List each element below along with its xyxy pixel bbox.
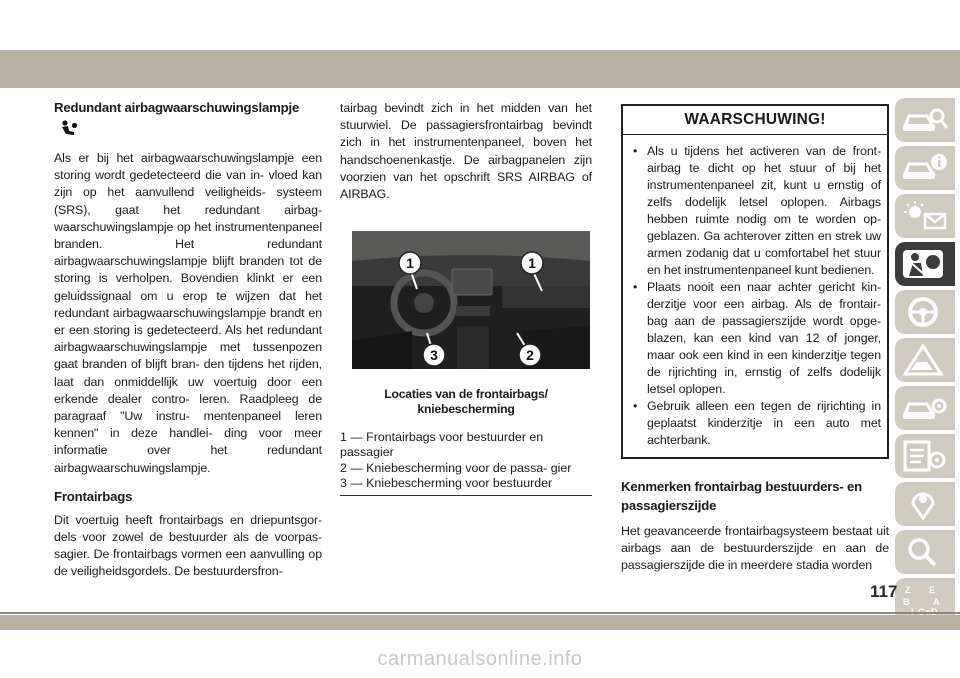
legend-item: 2 — Kniebescherming voor de passa- gier [340,460,572,475]
callout-1-driver [399,252,421,274]
tab-chapter-2[interactable] [895,146,955,190]
column-right [621,104,889,574]
figure-caption: Locaties van de frontairbags/ kniebescherming [384,387,548,417]
section-heading-redundant: Redundant airbagwaarschuwingslampje [54,100,300,115]
map-pin-icon [901,488,949,520]
footer-rule [0,612,960,614]
watermark: carmanualsonline.info [377,648,583,670]
tab-chapter-3[interactable] [895,194,955,238]
callout-2 [519,344,541,366]
top-margin [0,0,960,50]
dashboard-photo [352,231,590,369]
warning-item [633,398,881,449]
paragraph-redundant: Als er bij het airbagwaarschuwingslampje een storing wordt gedetecteerd die van in- vloed kan zijn op het aanvullend veiligheids- systeem (SRS), gaat het redundant airbag- waarschuwingslampje op het instrumentenpaneel branden. Het redundant airbagwaarschuwingslampje blijft branden tot de storing is verholpen. Bovendien klinkt er een geluidssignaal om u erop te wijzen dat het redundant airbagwaarschuwingslampje brandt en er een storing is gedetecteerd. Als het redundant airbagwaarschuwingslampje met tussenpozen gaat branden of blijft bran- den tijdens het rijden, laat dan onmiddellijk uw voertuig door een erkende dealer contro- leren. Raadpleeg de paragraaf "Uw instru- mentenpaneel leren kennen" in deze handlei- ding voor meer informatie over het redundant airbagwaarschuwingslampje. [54,151,322,475]
warning-item [633,279,881,398]
tab-chapter-4-active[interactable] [895,242,955,286]
steering-wheel-icon [901,296,949,328]
legend-item: 3 — Kniebescherming voor bestuurder [340,475,553,490]
warning-title: WAARSCHUWING! [623,106,887,135]
tab-chapter-7[interactable] [895,386,955,430]
search-icon [901,536,949,568]
callout-layer [352,231,590,369]
bullet: • [633,399,638,413]
checklist-gear-icon [901,440,949,472]
car-service-icon [901,392,949,424]
header-bar [0,50,960,88]
paragraph-frontairbags: Dit voertuig heeft frontairbags en driepuntsgor- dels voor zowel de bestuurder als de voorpas- sagier. De frontairbags vormen een aanvulling op de veiligheidsgordels. De bestuurdersfron- [54,512,322,579]
tab-chapter-6[interactable] [895,338,955,382]
legend-item: 1 — Frontairbags voor bestuurder en passagier [340,430,544,460]
warning-text: Als u tijdens het activeren van de front- airbag te dicht op het stuur of bij het instrumentenpaneel zit, kunt u ernstig of zelfs dodelijk letsel oplopen. Airbags hebben ruimte nodig om te worden op- geblazen. Ga achterover zitten en strek uw armen zodanig dat u comfortabel het stuur en het instrumentenpaneel kunt bedienen. [647,144,881,277]
warning-text: Plaats nooit een naar achter gericht kin- derzitje voor een airbag. Als de frontair- bag aan de passagierszijde wordt opge- blazen, kan een kind van 12 of jonger, maar ook een kind in een kinderzitje tegen de rijrichting in, ernstig of zelfs dodelijk letsel oplopen. [647,280,881,396]
warning-box [621,104,889,459]
section-heading-frontairbags: Frontairbags [54,488,133,504]
svg-text:2: 2 [526,347,534,364]
figure-legend [340,430,592,491]
airbag-warning-icon [60,120,78,136]
warning-item [633,143,881,279]
svg-text:1: 1 [406,255,414,272]
tab-chapter-8[interactable] [895,434,955,478]
tab-chapter-9[interactable] [895,482,955,526]
paragraph-airbag-location: tairbag bevindt zich in het midden van het stuurwiel. De passagiersfrontairbag bevindt zich in het instrumentenpaneel, boven het handschoenenkastje. De airbagpanelen zijn voorzien van het opschrift SRS AIRBAG of AIRBAG. [340,101,592,202]
car-info-icon [901,152,949,184]
car-magnifier-icon [901,104,949,136]
section-heading-features: Kenmerken frontairbag bestuurders- en passagierszijde [621,479,863,513]
svg-text:A: A [933,597,940,607]
bullet: • [633,144,638,158]
warning-text: Gebruik alleen een tegen de rijrichting in geplaatst kinderzitje in een auto met achterbank. [647,399,881,447]
warning-body [623,135,887,457]
bullet: • [633,280,638,294]
dashboard-lights-icon [901,200,949,232]
callout-3 [423,344,445,366]
warning-triangle-icon [901,344,949,376]
paragraph-features: Het geavanceerde frontairbagsysteem bestaat uit airbags aan de bestuurderszijde en aan de passagierszijde die in meerdere stadia worden [621,524,889,572]
svg-text:Z: Z [905,585,911,595]
column-left [54,100,322,581]
tab-chapter-1[interactable] [895,98,955,142]
tab-chapter-10[interactable] [895,530,955,574]
seatbelt-airbag-icon [901,248,949,280]
page-number: 117 [870,582,898,601]
column-middle [340,100,592,496]
tab-chapter-5[interactable] [895,290,955,334]
legend-divider [340,495,592,496]
svg-text:1: 1 [528,255,536,272]
svg-text:E: E [929,585,936,595]
svg-text:B: B [903,597,910,607]
footer-bar [0,615,960,630]
svg-text:3: 3 [430,347,438,364]
callout-1-passenger [521,252,543,274]
chapter-tabs [895,98,960,626]
